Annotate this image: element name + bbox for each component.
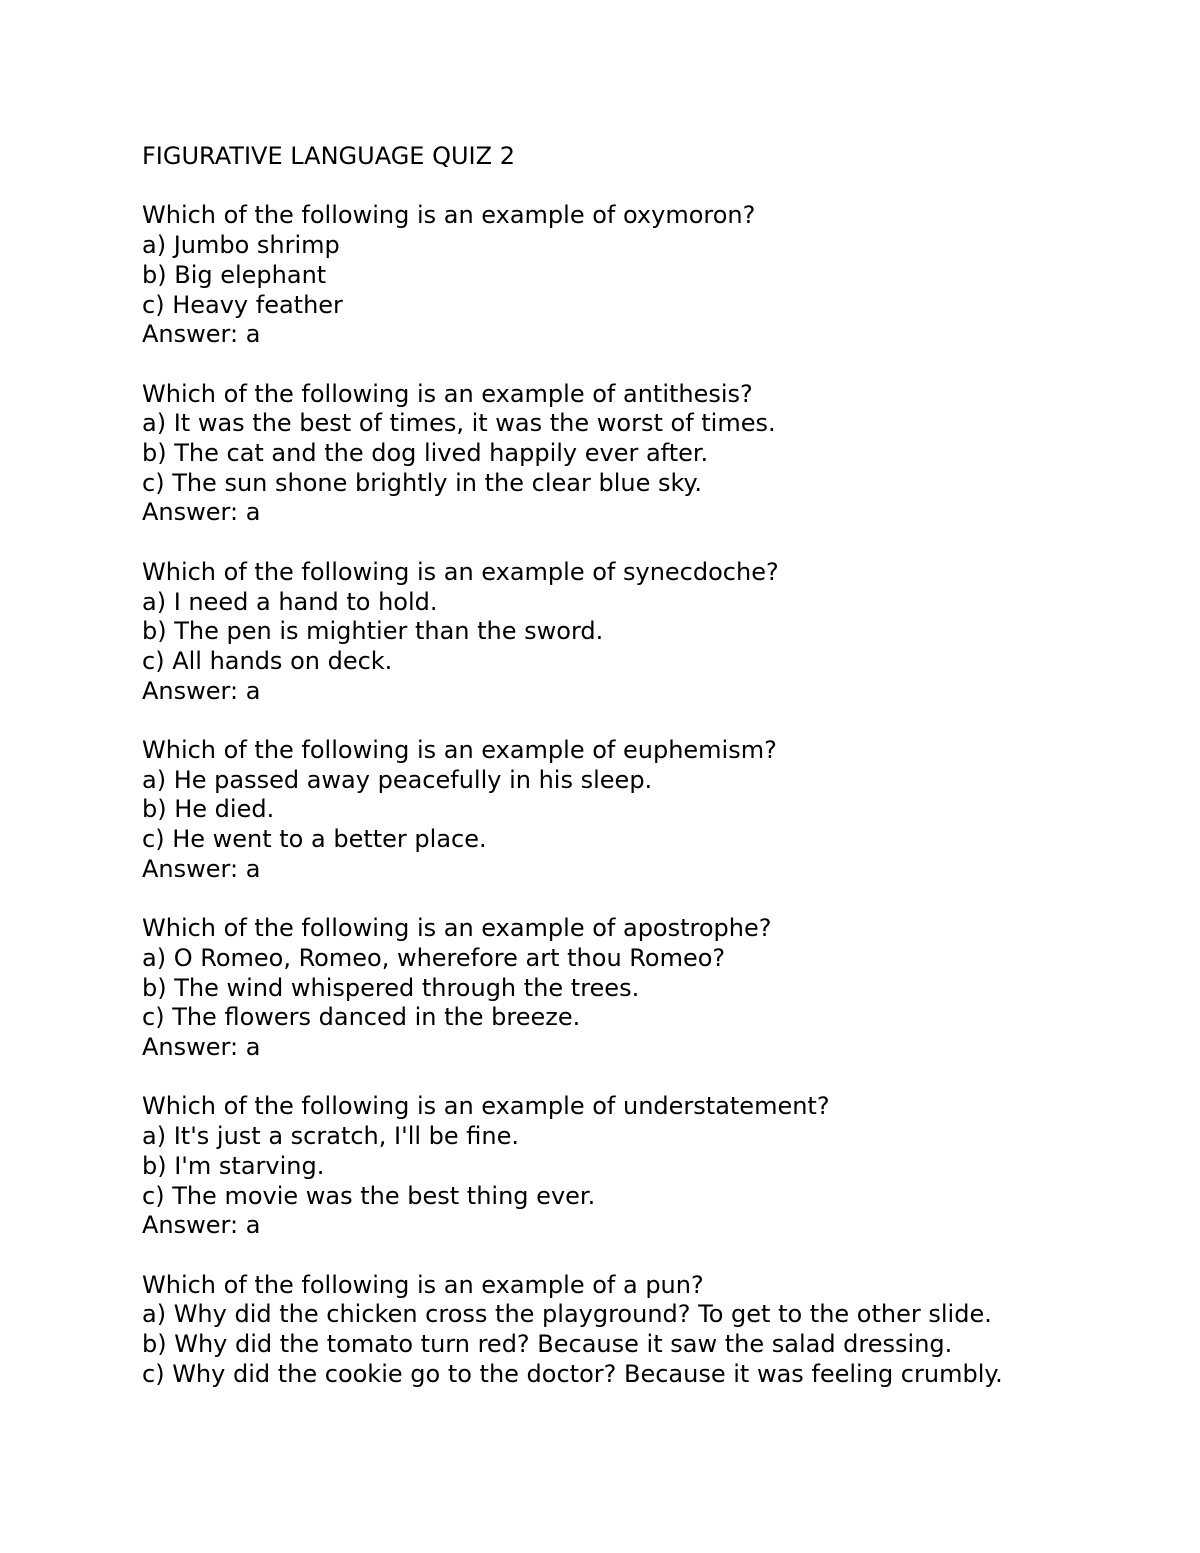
answer-line: Answer: a [142, 320, 261, 349]
option-b: b) The pen is mightier than the sword. [142, 617, 604, 646]
option-c: c) The movie was the best thing ever. [142, 1181, 596, 1210]
option-c: c) Why did the cookie go to the doctor? Because it was feeling crumbly. [142, 1359, 1003, 1388]
option-b: b) He died. [142, 795, 275, 824]
option-b: b) I'm starving. [142, 1151, 325, 1180]
question-prompt: Which of the following is an example of understatement? [142, 1092, 830, 1121]
option-a: a) Why did the chicken cross the playground? To get to the other slide. [142, 1300, 992, 1329]
option-c: c) Heavy feather [142, 290, 343, 319]
option-a: a) It's just a scratch, I'll be fine. [142, 1122, 520, 1151]
answer-line: Answer: a [142, 498, 261, 527]
option-a: a) O Romeo, Romeo, wherefore art thou Romeo? [142, 943, 726, 972]
option-c: c) The sun shone brightly in the clear blue sky. [142, 468, 702, 497]
answer-line: Answer: a [142, 1033, 261, 1062]
option-b: b) The wind whispered through the trees. [142, 973, 640, 1002]
question-prompt: Which of the following is an example of synecdoche? [142, 557, 779, 586]
option-b: b) Big elephant [142, 260, 327, 289]
option-b: b) Why did the tomato turn red? Because it saw the salad dressing. [142, 1330, 953, 1359]
option-c: c) He went to a better place. [142, 825, 487, 854]
question-7 [142, 1271, 1142, 1390]
option-a: a) It was the best of times, it was the worst of times. [142, 409, 776, 438]
question-4 [142, 736, 1142, 885]
question-1 [142, 201, 1142, 350]
document-title: FIGURATIVE LANGUAGE QUIZ 2 [142, 142, 515, 170]
option-c: c) The flowers danced in the breeze. [142, 1003, 581, 1032]
document-page [142, 142, 1142, 1389]
option-a: a) He passed away peacefully in his sleep. [142, 765, 653, 794]
question-6 [142, 1092, 1142, 1241]
option-b: b) The cat and the dog lived happily ever after. [142, 439, 709, 467]
question-5 [142, 914, 1142, 1063]
question-prompt: Which of the following is an example of a pun? [142, 1270, 704, 1299]
question-prompt: Which of the following is an example of euphemism? [142, 736, 777, 764]
option-a: a) I need a hand to hold. [142, 587, 438, 616]
answer-line: Answer: a [142, 854, 261, 883]
question-prompt: Which of the following is an example of oxymoron? [142, 201, 756, 230]
question-prompt: Which of the following is an example of apostrophe? [142, 914, 772, 943]
answer-line: Answer: a [142, 676, 261, 705]
question-2 [142, 380, 1142, 529]
answer-line: Answer: a [142, 1211, 261, 1240]
question-prompt: Which of the following is an example of antithesis? [142, 379, 753, 408]
option-a: a) Jumbo shrimp [142, 231, 340, 260]
option-c: c) All hands on deck. [142, 646, 393, 675]
question-3 [142, 558, 1142, 707]
